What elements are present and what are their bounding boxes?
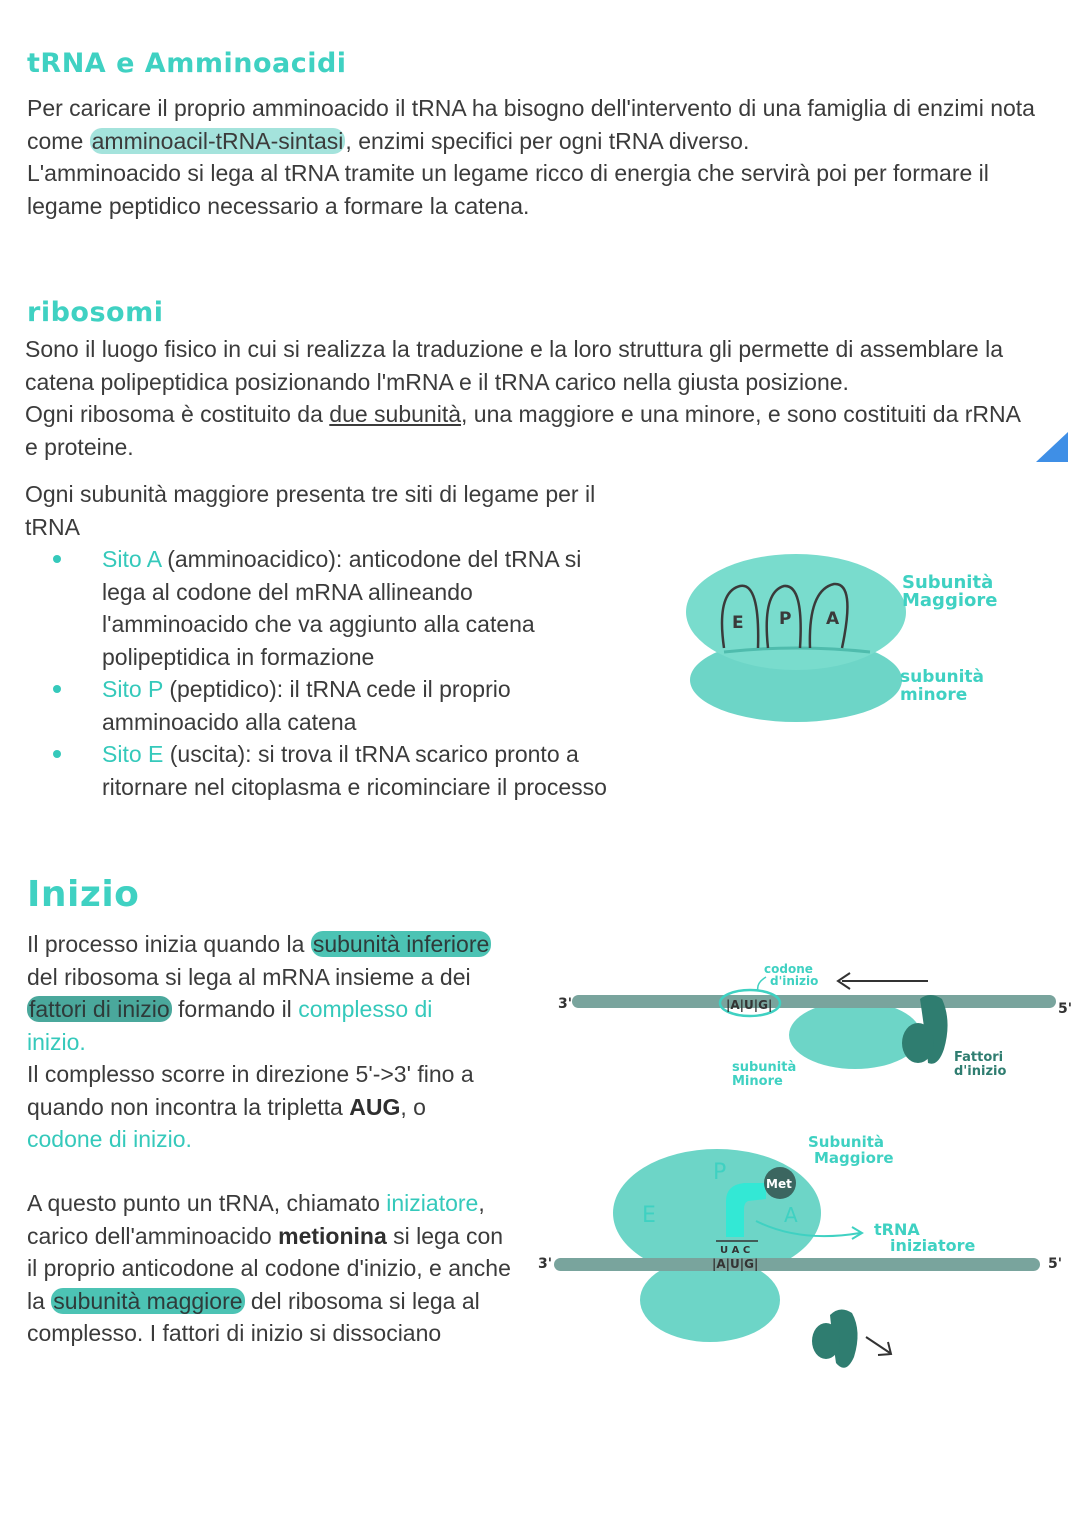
text-span: Il processo inizia quando la xyxy=(27,931,311,957)
text-span: Il complesso scorre in direzione 5'->3' fino a quando non incontra la tripletta xyxy=(27,1061,474,1120)
paragraph-inizio-2 xyxy=(27,1058,507,1156)
major-label-2: Maggiore xyxy=(814,1149,894,1167)
site-text: (amminoacidico): anticodone del tRNA si lega al codone del mRNA allineando l'amminoacido che va aggiunto alla catena polipeptidica in formazione xyxy=(102,546,582,670)
codon-label-1: codone xyxy=(764,962,813,976)
text-span: , enzimi specifici per ogni tRNA diverso. xyxy=(345,127,750,154)
site-e-label: E xyxy=(732,613,744,633)
site-p-label: P xyxy=(713,1160,727,1185)
sites-intro: Ogni subunità maggiore presenta tre siti di legame per il tRNA xyxy=(25,481,596,540)
text-span: Per caricare il proprio amminoacido il tRNA ha bisogno dell'intervento di una famiglia di enzimi nota come xyxy=(27,95,1035,154)
end-5-label: 5' xyxy=(1048,1256,1063,1272)
ribosome-diagram xyxy=(680,548,1020,728)
end-5-label: 5' xyxy=(1058,1001,1073,1017)
site-a-label: A xyxy=(784,1203,798,1227)
list-item xyxy=(48,543,608,673)
label-major-1: Subunità xyxy=(902,572,994,593)
major-subunit-shape xyxy=(686,554,906,670)
factors-label-2: d'inizio xyxy=(954,1064,1007,1079)
heading-ribosomi: ribosomi xyxy=(27,297,164,328)
paragraph-ribosomi-1: Sono il luogo fisico in cui si realizza la traduzione e la loro struttura gli permette di assemblare la catena polipeptidica posizionando l'mRNA e il tRNA carico nella giusta posizione. xyxy=(25,336,1003,395)
list-item xyxy=(48,673,608,738)
bullet-icon xyxy=(53,750,61,758)
paragraph-ribosomi-2 xyxy=(25,398,1035,463)
heading-inizio: Inizio xyxy=(27,874,140,915)
minor-label-1: subunità xyxy=(732,1060,797,1075)
initiation-complex-diagram xyxy=(550,955,1075,1095)
paragraph-trna-1 xyxy=(27,92,1057,157)
teal-start-codon: codone di inizio. xyxy=(27,1126,192,1152)
highlight-major-subunit: subunità maggiore xyxy=(53,1287,243,1314)
bold-methionine: metionina xyxy=(278,1222,387,1249)
text-span: , carico dell'amminoacido xyxy=(27,1190,485,1249)
codon-text: |A|U|G| xyxy=(726,998,773,1012)
text-span: Ogni ribosoma è costituito da xyxy=(25,401,330,427)
heading-trna: tRNA e Amminoacidi xyxy=(27,48,347,79)
label-major-2: Maggiore xyxy=(902,590,998,611)
highlight-factors: fattori di inizio xyxy=(29,996,170,1022)
trna-label-2: iniziatore xyxy=(890,1236,976,1255)
bullet-icon xyxy=(53,685,61,693)
teal-initiator: iniziatore xyxy=(386,1190,479,1216)
complete-complex-diagram xyxy=(530,1125,1075,1385)
mrna-strand xyxy=(554,1258,1040,1271)
minor-label-2: Minore xyxy=(732,1074,783,1089)
paragraph-inizio-3 xyxy=(27,1187,512,1350)
sites-list xyxy=(48,543,608,803)
site-p-label: P xyxy=(779,609,792,629)
site-text: (uscita): si trova il tRNA scarico pronto a ritornare nel citoplasma e ricominciare il processo xyxy=(102,741,607,800)
list-item xyxy=(48,738,608,803)
highlight-enzyme: amminoacil-tRNA-sintasi xyxy=(91,127,344,154)
text-span: formando il xyxy=(171,996,299,1022)
mrna-strand xyxy=(572,995,1056,1008)
bold-aug: AUG xyxy=(349,1093,401,1120)
text-span: del ribosoma si lega al complesso. I fattori di inizio si dissociano xyxy=(27,1287,480,1346)
text-span: del ribosoma si lega al mRNA insieme a dei xyxy=(27,963,471,990)
label-minor-2: minore xyxy=(900,685,968,705)
paragraph-trna-2: L'amminoacido si lega al tRNA tramite un legame ricco di energia che servirà poi per formare il legame peptidico necessario a formare la catena. xyxy=(27,160,989,219)
text-span: , o xyxy=(400,1093,426,1120)
text-span: si lega con il proprio anticodone al codone d'inizio, e anche la xyxy=(27,1222,511,1314)
site-a-label: A xyxy=(826,609,840,629)
text-span: , una maggiore e una minore, e sono costituiti da rRNA e proteine. xyxy=(25,401,1020,460)
site-name: Sito P xyxy=(102,676,163,702)
teal-complex: complesso di inizio. xyxy=(27,996,433,1055)
bullet-icon xyxy=(53,555,61,563)
dissociation-arrow-icon xyxy=(866,1337,890,1353)
minor-subunit-shape xyxy=(789,1001,921,1069)
site-text: (peptidico): il tRNA cede il proprio amminoacido alla catena xyxy=(102,676,511,735)
text-span: A questo punto un tRNA, chiamato xyxy=(27,1190,387,1216)
factors-label-1: Fattori xyxy=(954,1050,1004,1065)
anticodon-text: U A C xyxy=(720,1245,751,1256)
site-e-label: E xyxy=(642,1203,656,1228)
paragraph-inizio-1 xyxy=(27,928,497,1058)
met-label: Met xyxy=(766,1177,792,1191)
major-label-1: Subunità xyxy=(808,1133,885,1151)
codon-text: |A|U|G| xyxy=(712,1257,759,1271)
site-name: Sito A xyxy=(102,546,161,572)
end-3-label: 3' xyxy=(558,996,573,1012)
label-minor-1: subunità xyxy=(900,667,985,687)
trna-label-1: tRNA xyxy=(874,1220,920,1239)
corner-marker-icon xyxy=(1036,432,1068,462)
codon-label-2: d'inizio xyxy=(770,974,819,988)
underline-subunits: due subunità xyxy=(329,401,462,427)
highlight-subunit-inferior: subunità inferiore xyxy=(312,931,490,957)
end-3-label: 3' xyxy=(538,1256,553,1272)
site-name: Sito E xyxy=(102,741,164,767)
